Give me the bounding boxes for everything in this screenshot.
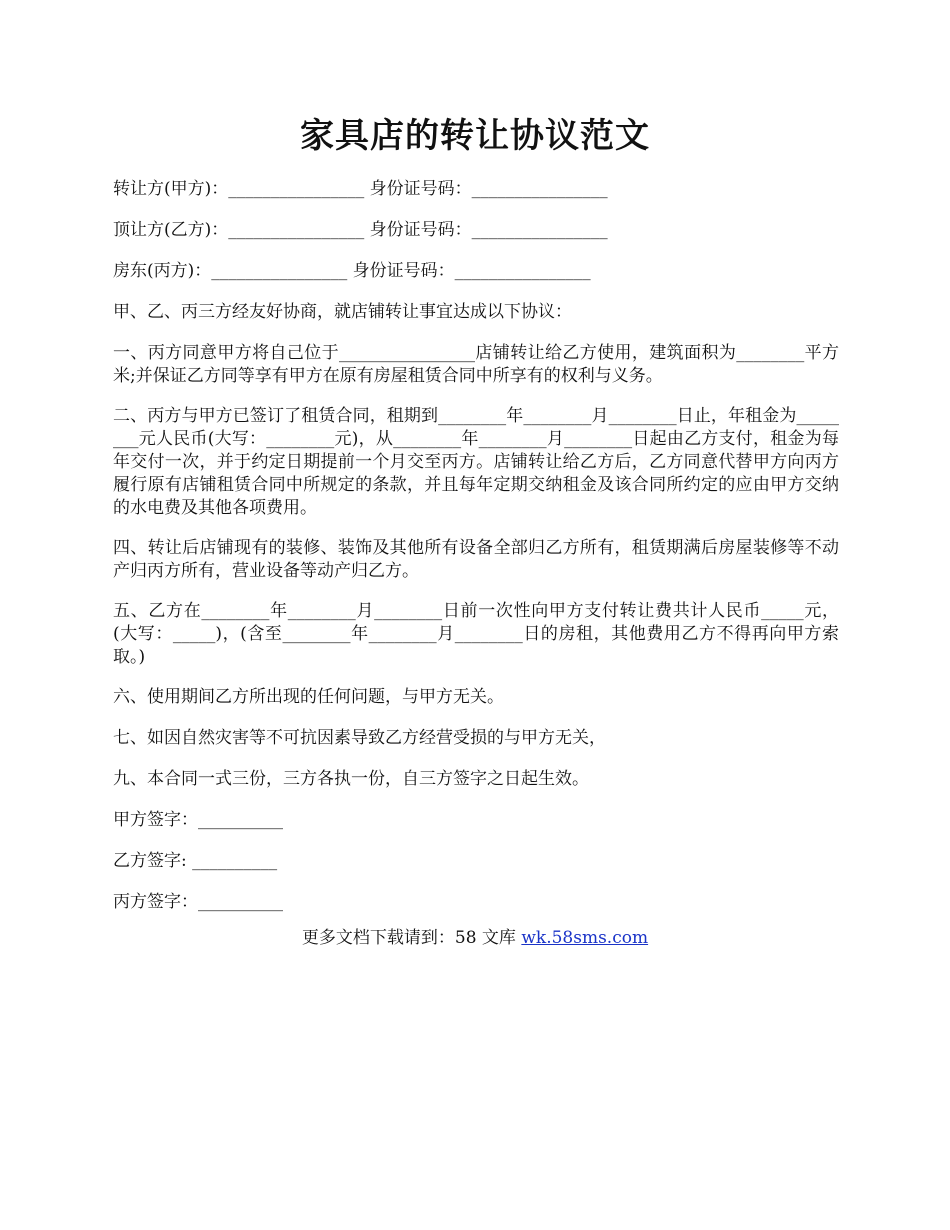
clause-9: 九、本合同一式三份，三方各执一份，自三方签字之日起生效。 — [113, 769, 589, 789]
clause-2: 二、丙方与甲方已签订了租赁合同，租期到________年________月________日止，年租金为________元人民币(大写：________元)，从________年________月________日起由乙方支付，租金为每年交付一次，并于约定日期提前一个月交至丙方。店铺转让给乙方后，乙方同意代替甲方向丙方履行原有店铺租赁合同中所规定的条款，并且每年定期交纳租金及该合同所约定的应由甲方交纳的水电费及其他各项费用。 — [113, 406, 839, 518]
clause-6: 六、使用期间乙方所出现的任何问题，与甲方无关。 — [113, 687, 504, 707]
signature-party-a: 甲方签字：__________ — [113, 810, 283, 830]
document-title: 家具店的转让协议范文 — [300, 116, 650, 156]
clause-5: 五、乙方在________年________月________日前一次性向甲方支付转让费共计人民币_____元，(大写：_____)，(含至________年________月________日的房租，其他费用乙方不得再向甲方索取。) — [113, 601, 839, 667]
agreement-intro: 甲、乙、丙三方经友好协商，就店铺转让事宜达成以下协议： — [113, 302, 572, 322]
document-body — [113, 178, 839, 932]
party-b-line: 顶让方(乙方)：________________ 身份证号码：________________ — [113, 220, 608, 240]
party-a-line: 转让方(甲方)：________________ 身份证号码：________________ — [113, 179, 608, 199]
signature-party-b: 乙方签字: __________ — [113, 851, 278, 871]
footer-text: 更多文档下载请到：58 文库 — [301, 928, 522, 948]
clause-1: 一、丙方同意甲方将自己位于________________店铺转让给乙方使用，建筑面积为________平方米;并保证乙方同等享有甲方在原有房屋租赁合同中所享有的权利与义务。 — [113, 343, 839, 386]
clause-7: 七、如因自然灾害等不可抗因素导致乙方经营受损的与甲方无关， — [113, 728, 606, 748]
clause-4: 四、转让后店铺现有的装修、装饰及其他所有设备全部归乙方所有，租赁期满后房屋装修等不动产归丙方所有，营业设备等动产归乙方。 — [113, 538, 839, 581]
footer — [0, 927, 950, 950]
party-c-line: 房东(丙方)：________________ 身份证号码：________________ — [113, 261, 591, 281]
footer-link[interactable]: wk.58sms.com — [521, 928, 649, 948]
signature-party-c: 丙方签字：__________ — [113, 892, 283, 912]
